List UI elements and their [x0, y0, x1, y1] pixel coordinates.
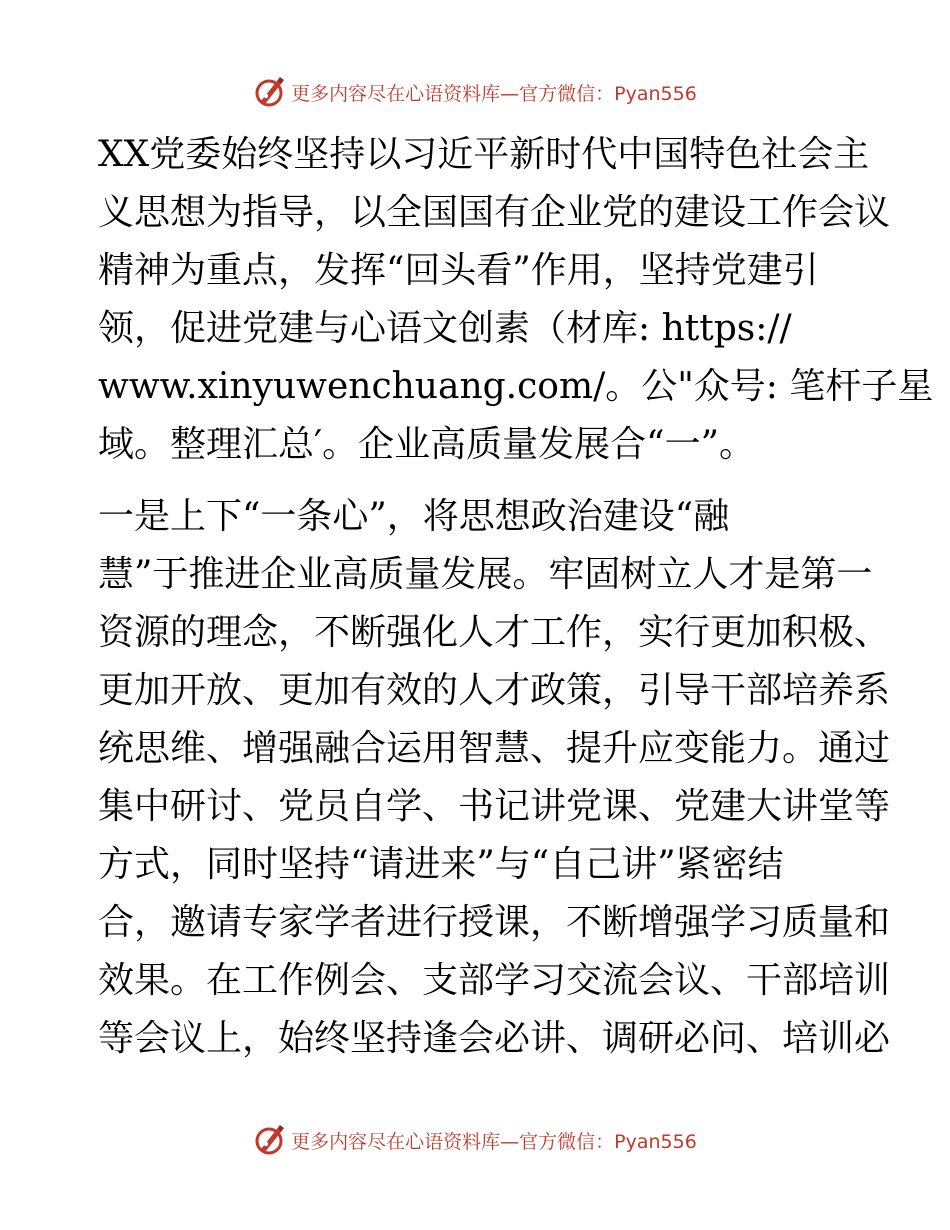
text-line: 方式，同时坚持“请进来”与“自己讲”紧密结	[98, 844, 784, 885]
watermark-text: 更多内容尽在心语资料库—官方微信：Pyan556	[291, 82, 697, 105]
text-line: 统思维、增强融合运用智慧、提升应变能力。通过	[98, 728, 891, 769]
text-line: 等会议上，始终坚持逢会必讲、调研必问、培训必	[98, 1018, 891, 1059]
text-line: 慧”于推进企业高质量发展。牢固树立人才是第一	[98, 554, 873, 595]
paragraph-2	[98, 488, 891, 1068]
text-line: 合，邀请专家学者进行授课，不断增强学习质量和	[98, 902, 891, 943]
pen-circle-logo-icon	[253, 75, 287, 109]
text-line: 领，促进党建与心语文创素（材库: https://	[98, 308, 792, 349]
document-body	[98, 118, 934, 1068]
text-line: 一是上下“一条心”，将思想政治建设“融	[98, 496, 730, 537]
pen-circle-logo-icon	[253, 1123, 287, 1157]
footer-watermark	[0, 1120, 950, 1160]
text-line: 资源的理念，不断强化人才工作，实行更加积极、	[98, 612, 891, 653]
text-line: 域。整理汇总′。企业高质量发展合“一”。	[98, 424, 755, 465]
text-line: 精神为重点，发挥“回头看”作用，坚持党建引	[98, 250, 819, 291]
text-line: 效果。在工作例会、支部学习交流会议、干部培训	[98, 960, 891, 1001]
watermark-text: 更多内容尽在心语资料库—官方微信：Pyan556	[291, 1130, 697, 1153]
paragraph-1	[98, 126, 934, 474]
text-line: XX党委始终坚持以习近平新时代中国特色社会主	[98, 134, 870, 175]
text-line: www.xinyuwenchuang.com/。公"众号: 笔杆子星	[98, 366, 934, 407]
text-line: 集中研讨、党员自学、书记讲党课、党建大讲堂等	[98, 786, 891, 827]
header-watermark	[0, 72, 950, 112]
text-line: 义思想为指导，以全国国有企业党的建设工作会议	[98, 192, 891, 233]
text-line: 更加开放、更加有效的人才政策，引导干部培养系	[98, 670, 891, 711]
